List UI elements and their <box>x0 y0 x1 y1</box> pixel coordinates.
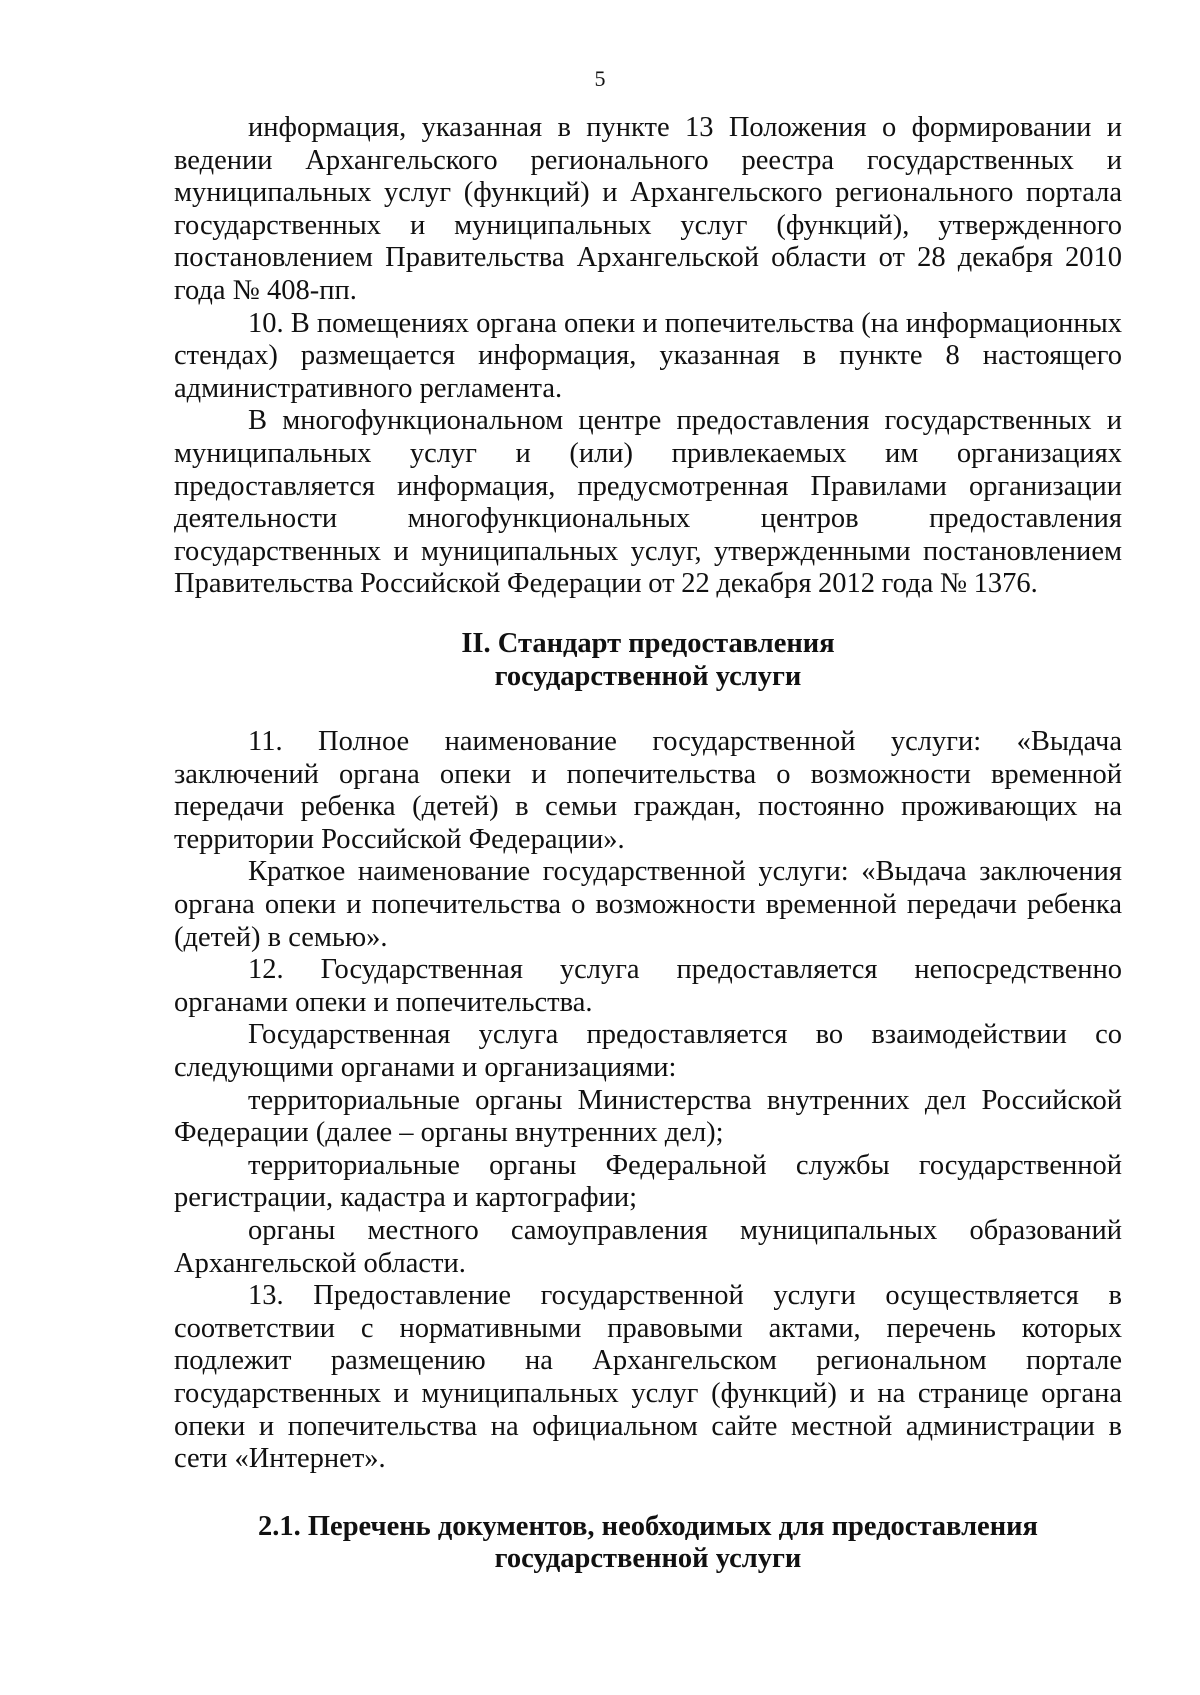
paragraph-registration-service: территориальные органы Федеральной службы государственной регистрации, кадастра и картографии; <box>174 1149 1122 1214</box>
paragraph-item-12: 12. Государственная услуга предоставляется непосредственно органами опеки и попечительства. <box>174 954 1122 1018</box>
section-heading-standard <box>174 628 1122 693</box>
paragraph-short-name: Краткое наименование государственной услуги: «Выдача заключения органа опеки и попечительства о возможности временной передачи ребенка (детей) в семью». <box>174 856 1122 953</box>
paragraph-item-10: 10. В помещениях органа опеки и попечительства (на информационных стендах) размещается информация, указанная в пункте 8 настоящего административного регламента. <box>174 307 1122 404</box>
section-heading-line: II. Стандарт предоставления <box>461 627 835 659</box>
section-heading-line: 2.1. Перечень документов, необходимых для предоставления <box>258 1510 1038 1542</box>
paragraph-item-11-full-name: 11. Полное наименование государственной услуги: «Выдача заключений органа опеки и попечительства о возможности временной передачи ребенка (детей) в семьи граждан, постоянно проживающих на территории Российской Федерации». <box>174 726 1122 855</box>
section-heading-documents-list <box>174 1511 1122 1576</box>
document-body <box>174 112 1122 1576</box>
paragraph-interior-ministry: территориальные органы Министерства внутренних дел Российской Федерации (далее – органы внутренних дел); <box>174 1084 1122 1149</box>
section-heading-line: государственной услуги <box>494 660 802 692</box>
section-heading-line: государственной услуги <box>494 1543 802 1575</box>
paragraph-item-13: 13. Предоставление государственной услуги осуществляется в соответствии с нормативными правовыми актами, перечень которых подлежит размещению на Архангельском региональном портале государственных и муниципальных услуг (функций) и на странице органа опеки и попечительства на официальном сайте местной администрации в сети «Интернет». <box>174 1280 1122 1475</box>
page-number: 5 <box>594 66 606 91</box>
paragraph-mfc-info: В многофункциональном центре предоставления государственных и муниципальных услуг и (или) привлекаемых им организациях предоставляется информация, предусмотренная Правилами организации деятельности многофункциональных центров предоставления государственных и муниципальных услуг, утвержденными постановлением Правительства Российской Федерации от 22 декабря 2012 года № 1376. <box>174 405 1122 600</box>
paragraph-info-clause-13: информация, указанная в пункте 13 Положения о формировании и ведении Архангельского регионального реестра государственных и муниципальных услуг (функций) и Архангельского регионального портала государственных и муниципальных услуг (функций), утвержденного постановлением Правительства Архангельской области от 28 декабря 2010 года № 408-пп. <box>174 112 1122 306</box>
paragraph-interaction: Государственная услуга предоставляется во взаимодействии со следующими органами и организациями: <box>174 1019 1122 1084</box>
paragraph-local-government: органы местного самоуправления муниципальных образований Архангельской области. <box>174 1215 1122 1279</box>
